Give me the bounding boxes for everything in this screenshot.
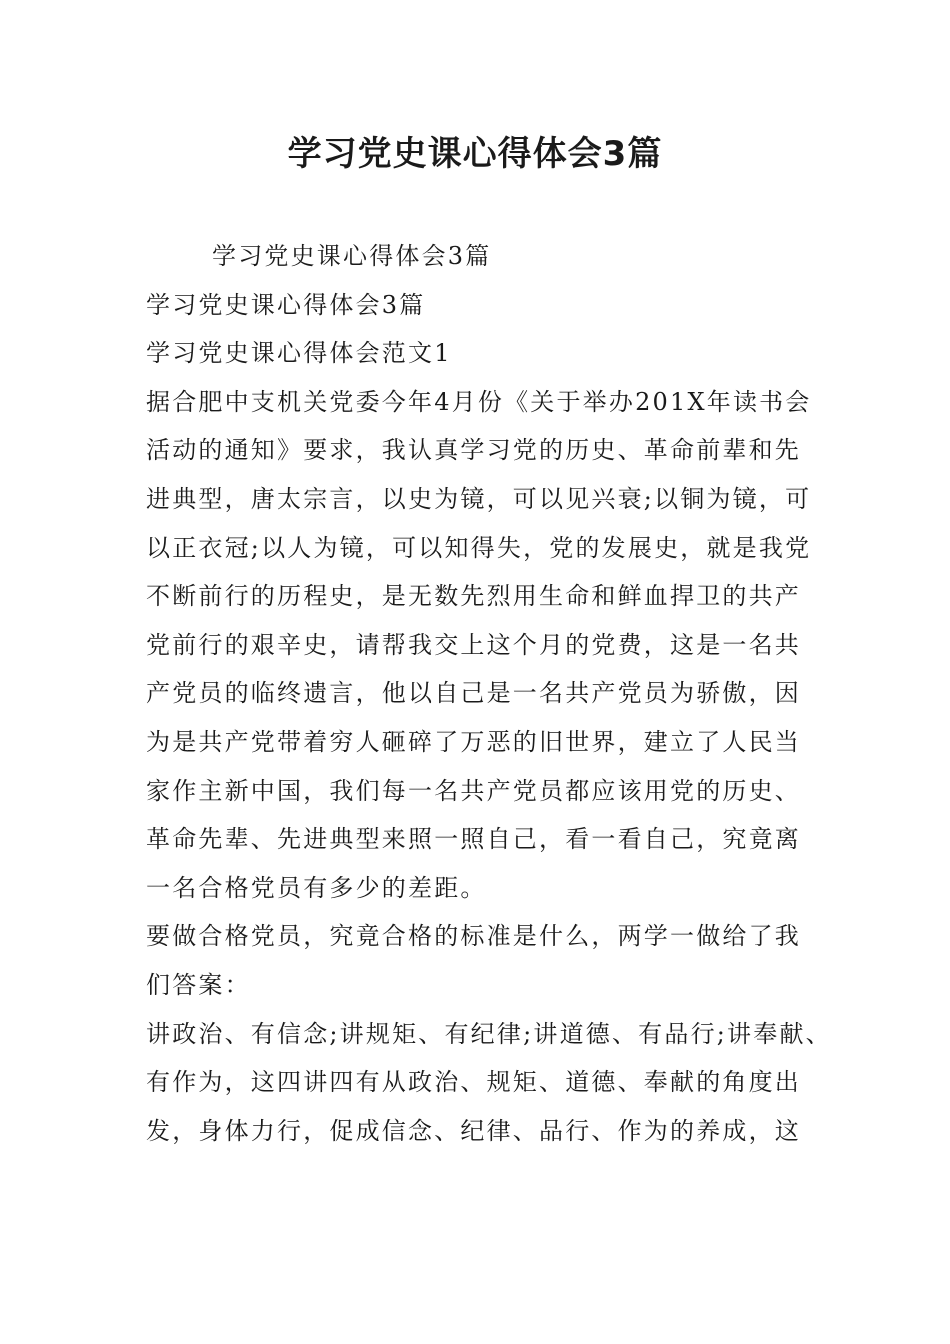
paragraph-line: 家作主新中国，我们每一名共产党员都应该用党的历史、 [146, 776, 801, 805]
paragraph-line: 发，身体力行，促成信念、纪律、品行、作为的养成，这 [146, 1116, 801, 1145]
section-heading-line: 学习党史课心得体会范文1 [146, 339, 452, 368]
paragraph-line: 进典型，唐太宗言，以史为镜，可以见兴衰;以铜为镜，可 [146, 484, 812, 513]
subtitle-line: 学习党史课心得体会3篇 [212, 242, 492, 270]
document-body [146, 232, 832, 1155]
paragraph-line: 以正衣冠;以人为镜，可以知得失，党的发展史，就是我党 [146, 533, 812, 562]
document-title: 学习党史课心得体会3篇 [287, 134, 663, 174]
paragraph-line: 据合肥中支机关党委今年4月份《关于举办201X年读书会 [146, 387, 812, 416]
paragraph-line: 产党员的临终遗言，他以自己是一名共产党员为骄傲，因 [146, 679, 801, 708]
paragraph-line: 们答案： [146, 970, 251, 999]
paragraph-line: 有作为，这四讲四有从政治、规矩、道德、奉献的角度出 [146, 1068, 801, 1097]
paragraph-line: 要做合格党员，究竟合格的标准是什么，两学一做给了我 [146, 922, 801, 951]
paragraph-line: 学习党史课心得体会3篇 [146, 290, 426, 319]
paragraph-line: 讲政治、有信念;讲规矩、有纪律;讲道德、有品行;讲奉献、 [146, 1019, 832, 1048]
paragraph-line: 为是共产党带着穷人砸碎了万恶的旧世界，建立了人民当 [146, 727, 801, 756]
paragraph-line: 活动的通知》要求，我认真学习党的历史、革命前辈和先 [146, 436, 801, 465]
paragraph-line: 不断前行的历程史，是无数先烈用生命和鲜血捍卫的共产 [146, 582, 801, 611]
paragraph-line: 革命先辈、先进典型来照一照自己，看一看自己，究竟离 [146, 825, 801, 854]
paragraph-line: 党前行的艰辛史，请帮我交上这个月的党费，这是一名共 [146, 630, 801, 659]
paragraph-line: 一名合格党员有多少的差距。 [146, 873, 487, 902]
